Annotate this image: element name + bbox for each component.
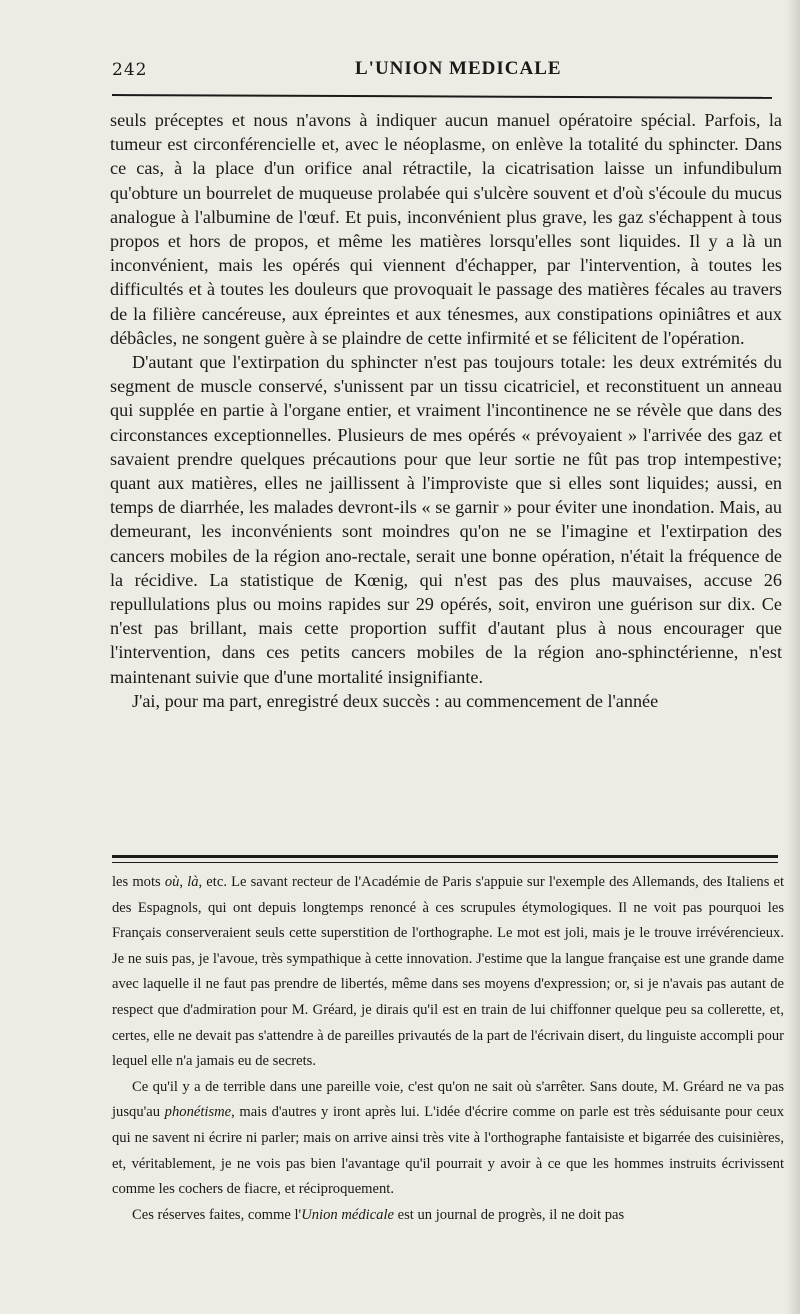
footnote-1-sep: ,: [179, 874, 188, 890]
page-edge-shadow: [786, 0, 800, 1314]
footnote-paragraph-1: [112, 870, 784, 1075]
footnote-3-start: Ces réserves faites, comme l': [132, 1206, 302, 1223]
running-head: L'UNION MEDICALE: [355, 58, 562, 79]
footnote-1-start: les mots: [112, 874, 165, 890]
footnote-3-rest: est un journal de progrès, il ne doit pas: [394, 1206, 625, 1223]
paragraph-2: D'autant que l'extirpation du sphincter n'est pas toujours totale: les deux extrémités du segment de muscle conservé, s'unissent par un tissu cicatriciel, et reconstituent un anneau qui supplée en partie à l'organe entier, et vraiment l'incontinence ne se révèle que dans des circonstances exceptionnelles. Plusieurs de mes opérés « prévoyaient » l'arrivée des gaz et savaient prendre quelques précautions pour que leur sortie ne fût pas trop intempestive; quant aux matières, elles ne jaillissent à l'improviste que si elles sont liquides; aussi, en temps de diarrhée, les malades devront-ils « se garnir » pour éviter une inondation. Mais, au demeurant, les inconvénients sont moindres qu'on ne se l'imagine et l'extirpation des cancers mobiles de la région ano-rectale, serait une bonne opération, n'était la fréquence de la récidive. La statistique de Kœnig, qui n'est pas des plus mauvaises, accuse 26 repullulations plus ou moins rapides sur 29 opérés, soit, environ une guérison sur dix. Ce n'est pas brillant, mais cette proportion suffit d'autant plus à nous encourager que l'intervention, dans ces petits cancers mobiles de la région ano-sphinctérienne, n'est maintenant suivie que d'une mortalité insignifiante.: [110, 352, 782, 687]
footnote-separator-thick: [112, 855, 778, 858]
main-text: [110, 108, 782, 713]
page-header: [0, 54, 800, 88]
footnote-1-word-ou: où: [164, 874, 180, 890]
footnotes: [112, 870, 784, 1228]
footnote-paragraph-3: [112, 1203, 784, 1229]
footnote-2-start: Ce qu'il y a de terrible dans une pareille voie, c'est qu'on ne sait où s'arrêter. Sans doute, M. Gréard ne va pas jusqu'au: [112, 1078, 784, 1121]
footnote-2-rest: , mais d'autres y iront après lui. L'idée d'écrire comme on parle est très séduisante pour ceux qui ne savent ni écrire ni parler; mais on arrive ainsi très vite à l'orthographe fantaisiste et bigarrée des cuisinières, et, véritablement, je ne vois pas bien l'avantage qu'il pourrait y avoir à ce que les hommes instruits écrivissent comme les cochers de fiacre, et réciproquement.: [112, 1104, 784, 1198]
header-rule: [112, 94, 772, 99]
footnote-paragraph-2: [112, 1075, 784, 1203]
footnote-separator-thin: [112, 862, 778, 863]
paragraph-1: seuls préceptes et nous n'avons à indiquer aucun manuel opératoire spécial. Parfois, la tumeur est circonférencielle et, avec le néoplasme, on enlève la totalité du sphincter. Dans ce cas, à la place d'un orifice anal rétractile, la cicatrisation laisse un infundibulum qu'obture un bourrelet de muqueuse prolabée qui s'ulcère souvent et d'où s'écoule du mucus analogue à l'albumine de l'œuf. Et puis, inconvénient plus grave, les gaz s'échappent à tous propos et hors de propos, et même les matières lorsqu'elles sont liquides. Il y a là un inconvénient, mais les opérés qui viennent d'échapper, par l'intervention, à toutes les difficultés et à toutes les douleurs que provoquait le passage des matières fécales au travers de la filière cancéreuse, aux épreintes et aux ténesmes, aux constipations opiniâtres et aux débâcles, ne songent guère à se plaindre de cette infirmité et se félicitent de l'opération.: [110, 110, 782, 348]
page-number: 242: [112, 60, 148, 80]
footnote-1-rest: , etc. Le savant recteur de l'Académie de Paris s'appuie sur l'exemple des Allemands, des Italiens et des Espagnols, qui ont depuis longtemps renoncé à ces scrupules étymologiques. Il ne voit pas pourquoi les Français conserveraient seuls cette superstition de l'orthographe. Le mot est joli, mais je le trouve irrévérencieux. Je ne suis pas, je l'avoue, très sympathique à cette innovation. J'estime que la langue française est une grande dame avec laquelle il ne faut pas prendre de libertés, même dans ses moyens d'expression; or, si je n'avais pas autant de respect que d'admiration pour M. Gréard, je dirais qu'il est en train de lui chiffonner quelque peu sa collerette, et, certes, elle ne devait pas s'attendre à de pareilles privautés de la part de l'écrivain disert, du linguiste accompli pour lequel elle n'a jamais eu de secrets.: [112, 874, 785, 1070]
paragraph-3: J'ai, pour ma part, enregistré deux succès : au commencement de l'année: [132, 690, 659, 711]
footnote-3-journal-title: Union médicale: [301, 1206, 394, 1223]
footnote-2-phonetisme: phonétisme: [164, 1104, 232, 1121]
footnote-1-word-la: là: [187, 874, 199, 890]
